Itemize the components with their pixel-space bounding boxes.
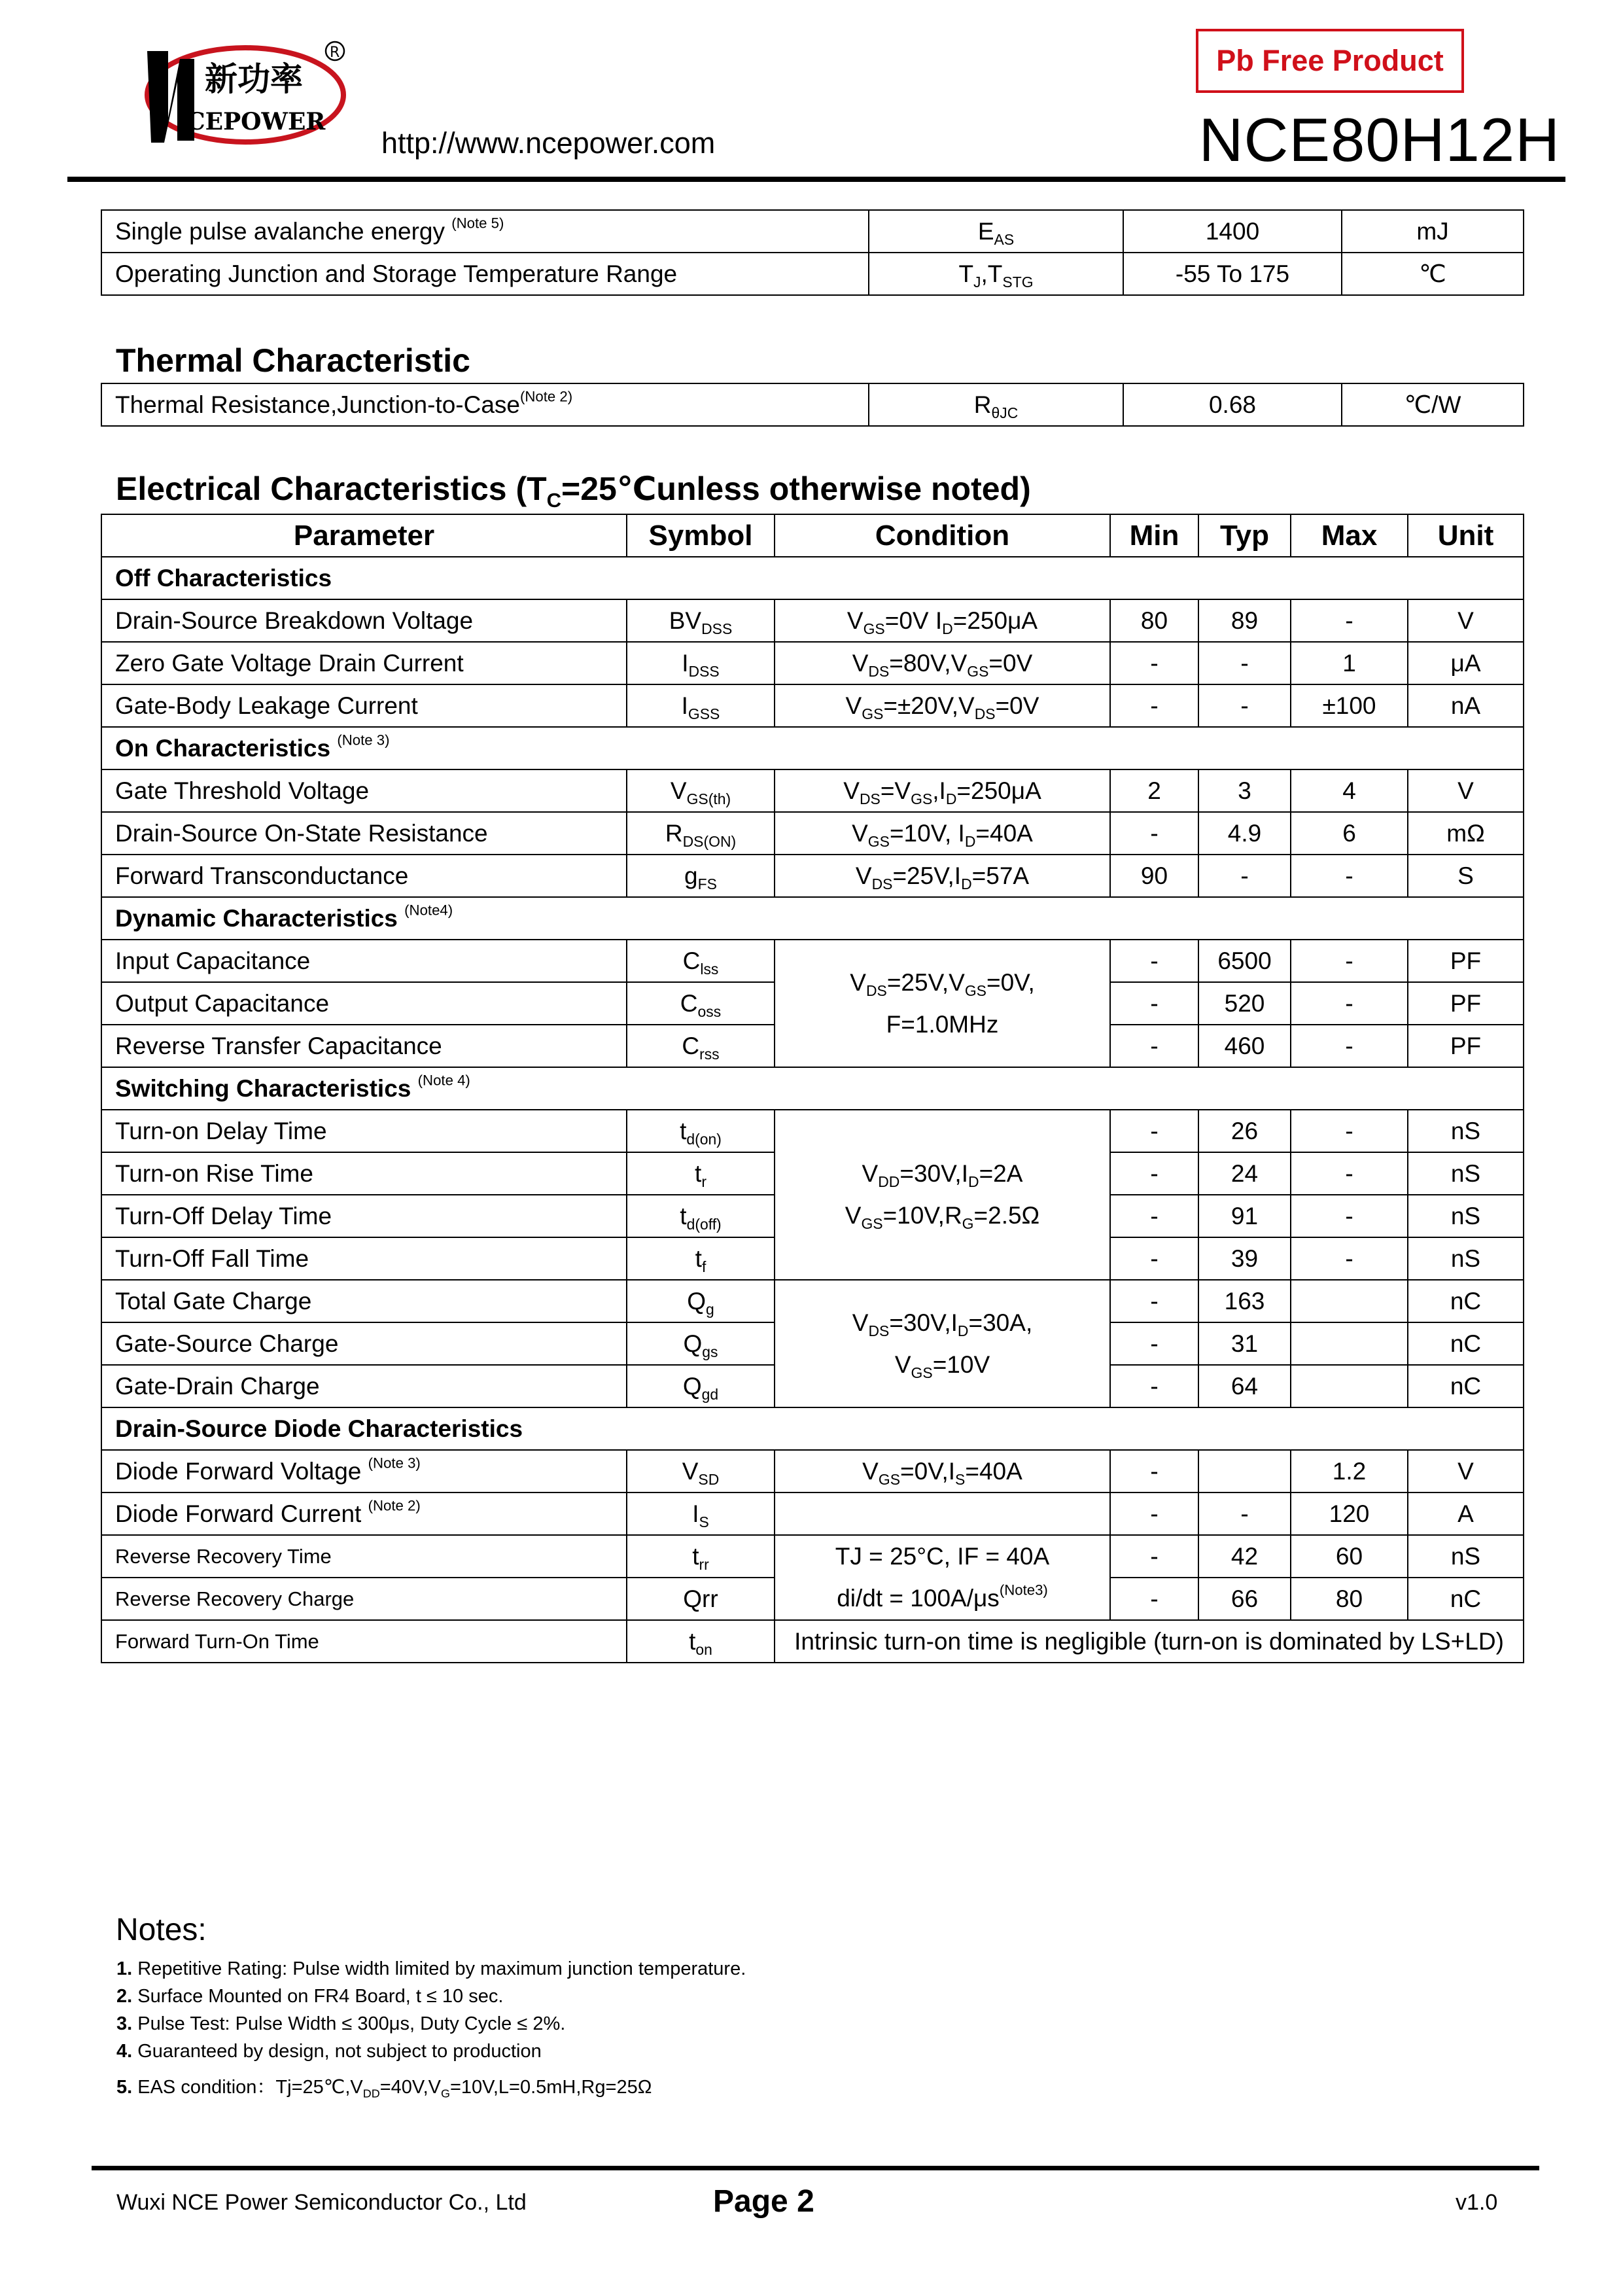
unit-cell: nC [1408,1322,1524,1365]
col-header: Min [1110,514,1198,557]
typ-cell: 89 [1198,599,1291,642]
typ-cell: - [1198,684,1291,727]
part-number: NCE80H12H [1198,105,1560,174]
notes-title: Notes: [116,1913,207,1947]
table-row [101,684,1524,727]
symbol-cell: $R_{DS(ON)}$ [627,812,775,855]
typ-cell: - [1198,1492,1291,1535]
max-cell: - [1291,1025,1408,1067]
symbol-cell: $V_{GS(th)}$ [627,769,775,812]
thermal-table [101,383,1524,427]
thermal-heading: Thermal Characteristic [116,342,470,379]
min-cell: - [1110,1237,1198,1280]
typ-cell [1198,1450,1291,1492]
typ-cell: 26 [1198,1110,1291,1152]
symbol-cell: Qrr [627,1578,775,1620]
unit-cell: PF [1408,1025,1524,1067]
svg-text:R: R [330,44,340,61]
min-cell: - [1110,1492,1198,1535]
param-cell: Drain-Source Breakdown Voltage [101,599,627,642]
section-title: Switching Characteristics $^{(Note 4)}$ [101,1067,1524,1110]
table-row [101,1280,1524,1322]
param-cell: Input Capacitance [101,940,627,982]
param-cell: Gate-Drain Charge [101,1365,627,1407]
param-cell: Total Gate Charge [101,1280,627,1322]
max-cell: 80 [1291,1578,1408,1620]
symbol-cell: $t_{d(off)}$ [627,1195,775,1237]
unit-cell: nS [1408,1152,1524,1195]
table-header-row [101,514,1524,557]
unit-cell: PF [1408,982,1524,1025]
note-item: 3. Pulse Test: Pulse Width ≤ 300μs, Duty Cycle ≤ 2%. [116,2013,566,2034]
pb-free-label: Pb Free Product [1216,44,1444,77]
unit-cell: nS [1408,1110,1524,1152]
electrical-heading: Electrical Characteristics ($T_C=25℃unless$ otherwise noted) [116,470,1031,512]
max-cell: - [1291,1237,1408,1280]
min-cell: - [1110,1322,1198,1365]
max-cell: 4 [1291,769,1408,812]
table-row [101,1110,1524,1152]
symbol-cell: $BV_{DSS}$ [627,599,775,642]
typ-cell: 31 [1198,1322,1291,1365]
symbol-cell: $T_J,T_{STG}$ [869,253,1123,295]
symbol-cell: $t_r$ [627,1152,775,1195]
param-cell: Thermal Resistance,Junction-to-Case$^{(Note 2)}$ [101,383,869,426]
condition-cell: $V_{GS}=\pm 20V,V_{DS}=0V$ [775,684,1110,727]
typ-cell: 24 [1198,1152,1291,1195]
value-cell: -55 To 175 [1123,253,1342,295]
typ-cell: 39 [1198,1237,1291,1280]
max-cell: - [1291,982,1408,1025]
min-cell: - [1110,1110,1198,1152]
param-cell: Reverse Transfer Capacitance [101,1025,627,1067]
section-title: Drain-Source Diode Characteristics [101,1407,1524,1450]
param-cell: Turn-Off Fall Time [101,1237,627,1280]
max-cell [1291,1280,1408,1322]
symbol-cell: $R_{\theta JC}$ [869,383,1123,426]
header-divider [67,177,1565,182]
section-row [101,557,1524,599]
condition-cell: $V_{DS}=25V,V_{GS}=0V$, F=1.0MHz [775,940,1110,1067]
table-row [101,253,1524,295]
section-title: Off Characteristics [101,557,1524,599]
max-cell: - [1291,1195,1408,1237]
max-cell: - [1291,1152,1408,1195]
condition-cell: $V_{DS}=30V,I_D=30A$, $V_{GS}=10V$ [775,1280,1110,1407]
min-cell: - [1110,684,1198,727]
col-header: Max [1291,514,1408,557]
param-cell: Turn-on Delay Time [101,1110,627,1152]
condition-cell: $V_{GS}=0V$ $I_D=250\mu A$ [775,599,1110,642]
table-row [101,599,1524,642]
typ-cell: 42 [1198,1535,1291,1578]
symbol-cell: $g_{FS}$ [627,855,775,897]
min-cell: 2 [1110,769,1198,812]
note-item: 5. EAS condition：$Tj=25℃,V_{DD}=40V,V_G=10V,L=0.5mH,Rg=25\Omega$ [116,2077,652,2100]
max-cell: 1 [1291,642,1408,684]
typ-cell: 4.9 [1198,812,1291,855]
condition-cell: $V_{GS}=0V,I_S=40A$ [775,1450,1110,1492]
max-cell: 120 [1291,1492,1408,1535]
typ-cell: 66 [1198,1578,1291,1620]
page-number: Page 2 [713,2184,814,2219]
table-row [101,940,1524,982]
param-cell: Zero Gate Voltage Drain Current [101,642,627,684]
unit-cell: V [1408,599,1524,642]
param-cell: Gate Threshold Voltage [101,769,627,812]
min-cell: - [1110,1535,1198,1578]
unit-cell: nS [1408,1535,1524,1578]
table-row [101,1535,1524,1578]
typ-cell: - [1198,642,1291,684]
unit-cell: μA [1408,642,1524,684]
note-item: 2. Surface Mounted on FR4 Board, t ≤ 10 sec. [116,1986,504,2007]
document-version: v1.0 [1456,2190,1498,2215]
min-cell: - [1110,642,1198,684]
col-header: Unit [1408,514,1524,557]
symbol-cell: $I_{GSS}$ [627,684,775,727]
min-cell: - [1110,1450,1198,1492]
symbol-cell: $Q_{gs}$ [627,1322,775,1365]
condition-cell: $V_{DS}=80V,V_{GS}=0V$ [775,642,1110,684]
typ-cell: 64 [1198,1365,1291,1407]
note-item: 1. Repetitive Rating: Pulse width limited by maximum junction temperature. [116,1958,746,1979]
table-row [101,812,1524,855]
condition-cell [775,1492,1110,1535]
table-row [101,1620,1524,1663]
col-header: Symbol [627,514,775,557]
col-header: Condition [775,514,1110,557]
typ-cell: - [1198,855,1291,897]
typ-cell: 6500 [1198,940,1291,982]
min-cell: - [1110,1152,1198,1195]
param-cell: Turn-on Rise Time [101,1152,627,1195]
max-cell: ±100 [1291,684,1408,727]
unit-cell: nC [1408,1578,1524,1620]
table-row [101,210,1524,253]
unit-cell: nC [1408,1365,1524,1407]
table-row [101,1450,1524,1492]
footer-company: Wuxi NCE Power Semiconductor Co., Ltd [116,2190,527,2215]
max-cell: 6 [1291,812,1408,855]
max-cell: 1.2 [1291,1450,1408,1492]
unit-cell: S [1408,855,1524,897]
symbol-cell: $t_{on}$ [627,1620,775,1663]
logo-cn-text: 新功率 [205,60,303,98]
min-cell: - [1110,1365,1198,1407]
condition-cell: $V_{DD}=30V,I_D=2A$ $V_{GS}=10V,R_G=2.5\Omega$ [775,1110,1110,1280]
company-logo [134,33,350,157]
min-cell: - [1110,1025,1198,1067]
table-row [101,383,1524,426]
symbol-cell: $C_{rss}$ [627,1025,775,1067]
symbol-cell: $C_{lss}$ [627,940,775,982]
param-cell: Reverse Recovery Time [101,1535,627,1578]
unit-cell: mΩ [1408,812,1524,855]
typ-cell: 460 [1198,1025,1291,1067]
section-row [101,1407,1524,1450]
col-header: Typ [1198,514,1291,557]
condition-cell: TJ = 25°C, IF = 40A $di/dt = 100A/\mu s^{(Note3)}$ [775,1535,1110,1620]
condition-cell: $V_{GS}=10V$, $I_D=40A$ [775,812,1110,855]
param-cell: Gate-Body Leakage Current [101,684,627,727]
table-row [101,855,1524,897]
table-row [101,642,1524,684]
condition-cell: $V_{DS}=25V,I_D=57A$ [775,855,1110,897]
param-cell: Operating Junction and Storage Temperature Range [101,253,869,295]
min-cell: - [1110,982,1198,1025]
min-cell: - [1110,1578,1198,1620]
min-cell: - [1110,940,1198,982]
unit-cell: ℃/W [1342,383,1524,426]
typ-cell: 3 [1198,769,1291,812]
min-cell: - [1110,1280,1198,1322]
symbol-cell: $t_{d(on)}$ [627,1110,775,1152]
unit-cell: nS [1408,1237,1524,1280]
value-cell: 0.68 [1123,383,1342,426]
param-cell: Diode Forward Current $^{(Note 2)}$ [101,1492,627,1535]
symbol-cell: $V_{SD}$ [627,1450,775,1492]
symbol-cell: $I_S$ [627,1492,775,1535]
param-cell: Forward Turn-On Time [101,1620,627,1663]
absolute-ratings-table [101,209,1524,296]
section-title: On Characteristics $^{(Note 3)}$ [101,727,1524,769]
typ-cell: 91 [1198,1195,1291,1237]
max-cell: - [1291,599,1408,642]
min-cell: - [1110,812,1198,855]
min-cell: 90 [1110,855,1198,897]
section-row [101,727,1524,769]
symbol-cell: $C_{oss}$ [627,982,775,1025]
unit-cell: mJ [1342,210,1524,253]
section-row [101,1067,1524,1110]
value-cell: 1400 [1123,210,1342,253]
max-cell: - [1291,940,1408,982]
unit-cell: nS [1408,1195,1524,1237]
unit-cell: nA [1408,684,1524,727]
condition-cell: $V_{DS}=V_{GS},I_D=250\mu A$ [775,769,1110,812]
website-url[interactable]: http://www.ncepower.com [381,126,716,160]
max-cell: - [1291,855,1408,897]
param-cell: Turn-Off Delay Time [101,1195,627,1237]
param-cell: Single pulse avalanche energy $^{(Note 5)}$ [101,210,869,253]
unit-cell: ℃ [1342,253,1524,295]
unit-cell: V [1408,1450,1524,1492]
symbol-cell: $E_{AS}$ [869,210,1123,253]
unit-cell: PF [1408,940,1524,982]
table-row [101,769,1524,812]
max-cell [1291,1322,1408,1365]
logo-en-text: CEPOWER [186,108,326,135]
unit-cell: V [1408,769,1524,812]
unit-cell: A [1408,1492,1524,1535]
min-cell: 80 [1110,599,1198,642]
param-cell: Forward Transconductance [101,855,627,897]
table-row [101,1492,1524,1535]
param-cell: Gate-Source Charge [101,1322,627,1365]
param-cell: Output Capacitance [101,982,627,1025]
note-item: 4. Guaranteed by design, not subject to production [116,2041,542,2062]
param-cell: Reverse Recovery Charge [101,1578,627,1620]
max-cell [1291,1365,1408,1407]
min-cell: - [1110,1195,1198,1237]
symbol-cell: $t_{rr}$ [627,1535,775,1578]
section-title: Dynamic Characteristics $^{(Note4)}$ [101,897,1524,940]
section-row [101,897,1524,940]
symbol-cell: $I_{DSS}$ [627,642,775,684]
symbol-cell: $Q_g$ [627,1280,775,1322]
footer-divider [92,2166,1539,2170]
ton-description: Intrinsic turn-on time is negligible (turn-on is dominated by LS+LD) [775,1620,1524,1663]
typ-cell: 163 [1198,1280,1291,1322]
typ-cell: 520 [1198,982,1291,1025]
col-header: Parameter [101,514,627,557]
unit-cell: nC [1408,1280,1524,1322]
max-cell: - [1291,1110,1408,1152]
electrical-table [101,514,1524,1663]
pb-free-badge [1196,29,1464,93]
symbol-cell: $t_f$ [627,1237,775,1280]
max-cell: 60 [1291,1535,1408,1578]
param-cell: Diode Forward Voltage $^{(Note 3)}$ [101,1450,627,1492]
symbol-cell: $Q_{gd}$ [627,1365,775,1407]
param-cell: Drain-Source On-State Resistance [101,812,627,855]
